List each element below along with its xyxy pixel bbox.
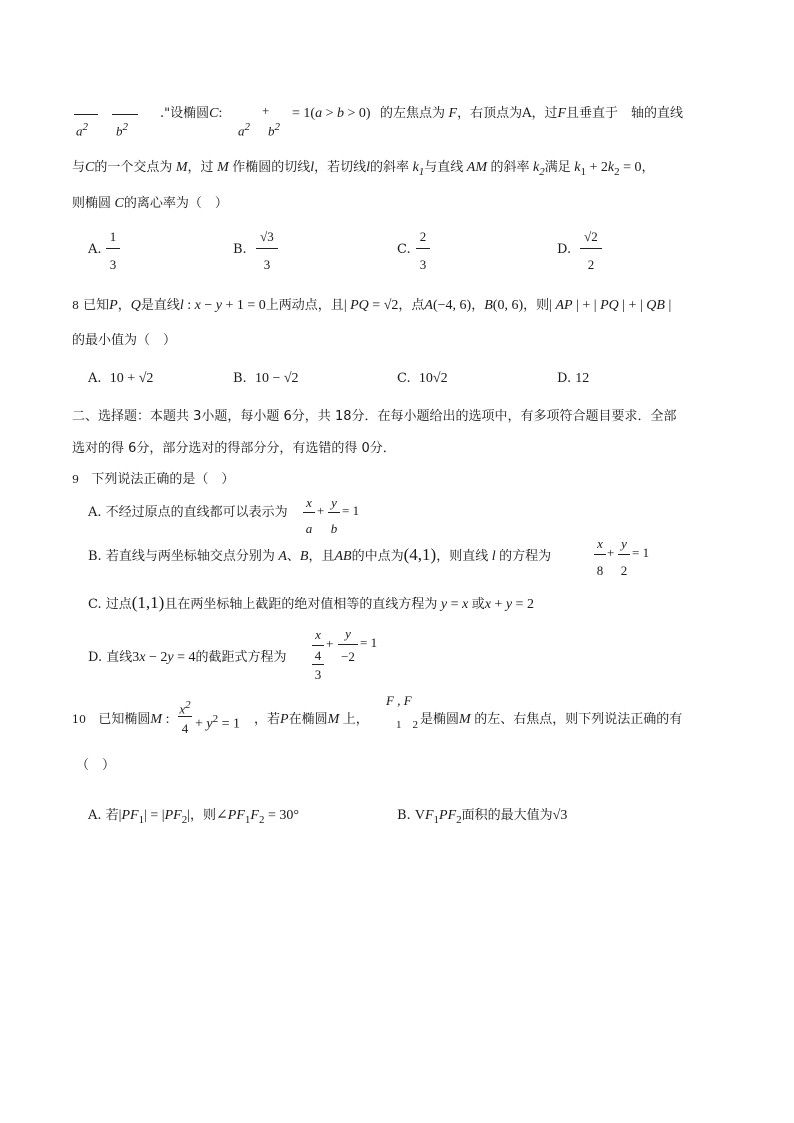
q8-line2: 的最小值为（ ）: [72, 333, 177, 348]
q7-condition: = 1(a > b > 0): [292, 106, 371, 121]
section2-line1: 二、选择题：本题共 3小题，每小题 6分，共 18分．在每小题给出的选项中，有多项符合题目要求．全部: [72, 409, 677, 424]
q7-line2: 与C的一个交点为 M，过 M 作椭圆的切线l，若切线l的斜率 $k_1$与直线 AM 的斜率 $k_2$满足 $k_1 + 2k_2 = 0$，: [72, 160, 655, 178]
q7-line1: ."设椭圆C:: [160, 106, 223, 121]
q8-option-c[interactable]: C. 10√2: [397, 371, 448, 386]
q8-option-a[interactable]: A. 10 + √2: [88, 371, 154, 386]
section2-line2: 选对的得 6分，部分选对的得部分分，有选错的得 0分．: [72, 441, 396, 456]
q10-paren: （ ）: [76, 758, 116, 773]
q10-option-a[interactable]: A. 若$|PF_1| = |PF_2|$，则$\angle PF_1F_2 = 30^\circ$: [88, 808, 299, 826]
q7-frac-b2: $b^2$: [116, 121, 128, 139]
q8-line1: 8 已知P，Q是直线l : x − y + 1 = 0上两动点，且| PQ = √2，点A(−4, 6)，B(0, 6)，则| AP | + | PQ | + | QB |: [72, 298, 672, 313]
q8-option-d[interactable]: D. 12: [557, 371, 590, 386]
q9-stem: 9 下列说法正确的是（ ）: [72, 472, 235, 487]
q10-line1: 10 已知椭圆M :: [72, 712, 170, 727]
q8-option-b[interactable]: B. 10 − √2: [233, 371, 299, 386]
q7-line3: 则椭圆 C的离心率为（ ）: [72, 196, 228, 211]
q7-frac-a2: $a^2$: [76, 121, 88, 139]
q10-option-b[interactable]: B. $VF_1PF_2$面积的最大值为√3: [397, 808, 568, 826]
q9-option-c[interactable]: C. 过点(1,1)且在两坐标轴上截距的绝对值相等的直线方程为 y = x 或x + y = 2: [88, 593, 534, 612]
